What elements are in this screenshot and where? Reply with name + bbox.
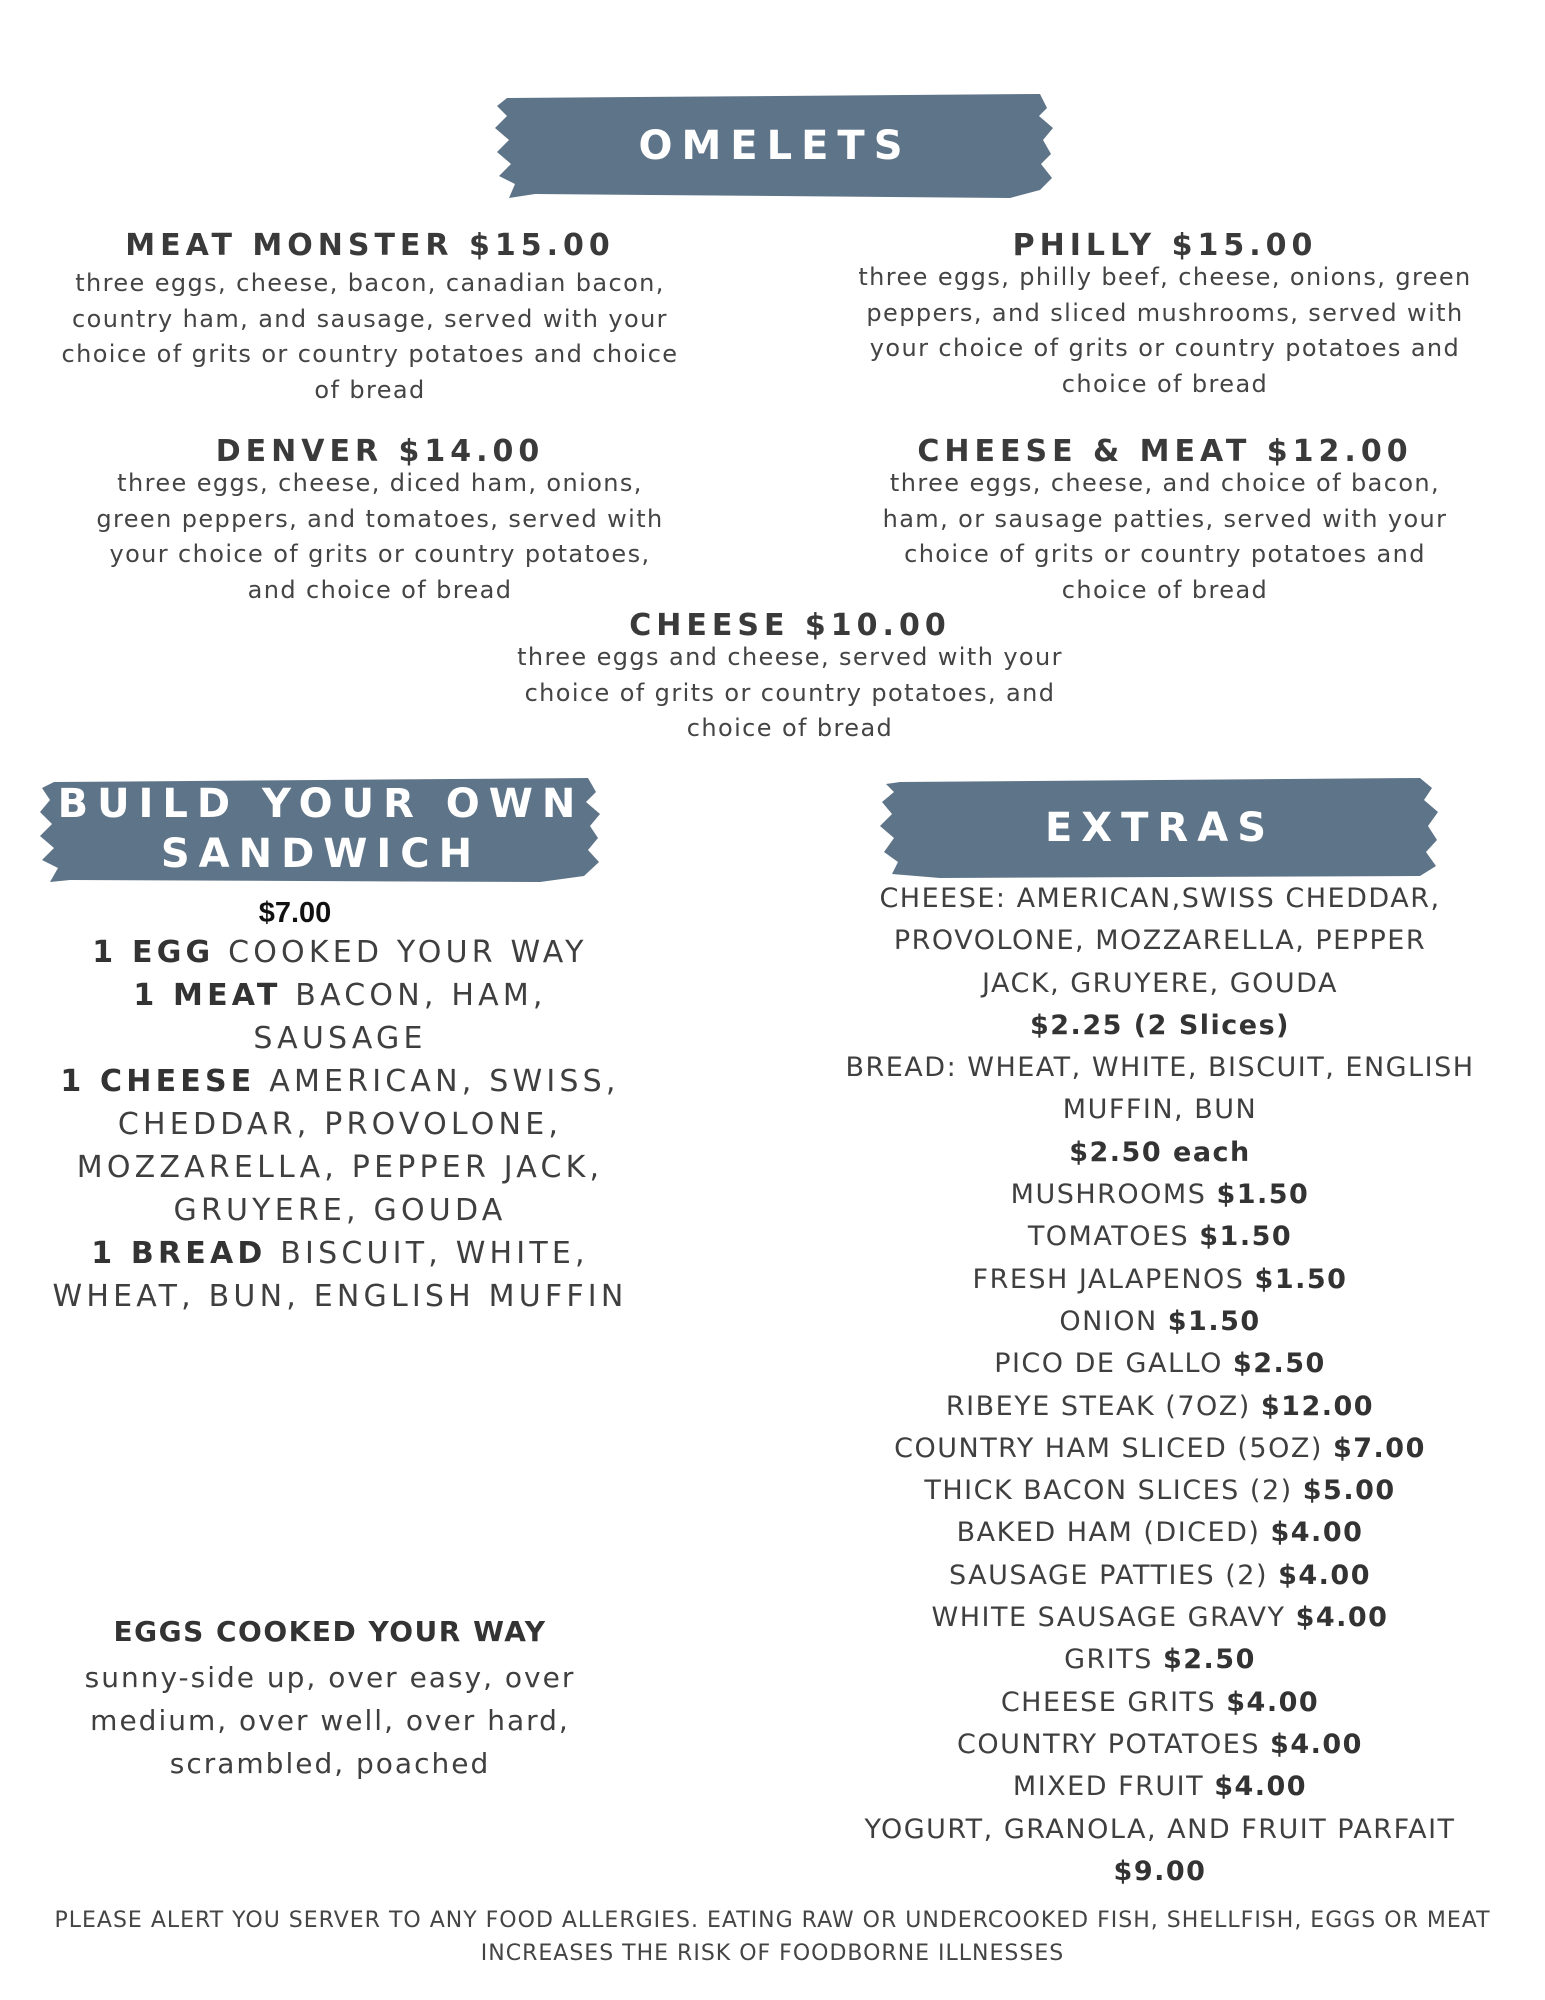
extras-line-text: CHEESE GRITS [1000,1686,1227,1718]
omelets-banner [495,94,1055,198]
sandwich-line [20,1275,660,1318]
extras-line [840,1639,1480,1681]
extras-line-text: SAUSAGE PATTIES (2) [949,1559,1279,1591]
eggs-desc-line: medium, over well, over hard, [90,1704,570,1737]
extras-line [840,1470,1480,1512]
omelet-title: PHILLY $15.00 [1012,228,1318,263]
sandwich-line-text: CHEDDAR, PROVOLONE, [117,1107,563,1142]
extras-line-text: CHEESE: AMERICAN,SWISS CHEDDAR, [879,883,1441,914]
sandwich-heading [40,776,602,882]
sandwich-line [20,1232,660,1275]
extras-line [840,1597,1480,1639]
extras-heading: EXTRAS [1044,805,1275,851]
sandwich-line-text: GRUYERE, GOUDA [173,1193,507,1228]
omelet-desc-line: three eggs and cheese, served with your [517,643,1063,671]
omelet-title: DENVER $14.00 [215,434,545,469]
sandwich-line-text: AMERICAN, SWISS, [255,1064,620,1099]
omelet-desc-line: three eggs, philly beef, cheese, onions, green [858,263,1472,291]
extras-line [840,878,1480,920]
sandwich-price: $7.00 [258,897,332,929]
extras-line-text: MUFFIN, BUN [1062,1094,1258,1126]
sandwich-line-label: 1 CHEESE [60,1064,256,1099]
omelet-desc-line: three eggs, cheese, diced ham, onions, [117,469,643,497]
extras-line [840,1682,1480,1724]
extras-line-price: $4.00 [1270,1517,1364,1549]
extras-line [840,1851,1480,1893]
omelet-title: CHEESE & MEAT $12.00 [917,434,1413,469]
extras-line [840,1132,1480,1174]
sandwich-line-text: WHEAT, BUN, ENGLISH MUFFIN [52,1279,628,1314]
sandwich-line-text: MOZZARELLA, PEPPER JACK, [76,1150,604,1185]
sandwich-details [20,895,660,1318]
omelet-desc-line: choice of bread [1061,369,1269,398]
extras-line-price: $4.00 [1295,1602,1389,1634]
extras-line-text: MIXED FRUIT [1012,1771,1215,1803]
extras-line-text: MUSHROOMS [1010,1179,1217,1211]
extras-line-text: WHITE SAUSAGE GRAVY [931,1602,1296,1634]
extras-line [840,1555,1480,1597]
extras-banner [880,778,1440,878]
omelet-item-denver [80,432,680,608]
sandwich-line-label: 1 MEAT [133,978,282,1013]
eggs-desc-line: sunny-side up, over easy, over [84,1661,576,1694]
extras-line-text: TOMATOES [1027,1221,1200,1253]
extras-line [840,920,1480,962]
extras-line [840,1005,1480,1047]
extras-line [840,1174,1480,1216]
sandwich-line [20,1060,660,1103]
allergy-disclaimer [20,1904,1525,1970]
disclaimer-line: PLEASE ALERT YOU SERVER TO ANY FOOD ALLERGIES. EATING RAW OR UNDERCOOKED FISH, SHELLFISH, EGGS OR MEAT [54,1908,1491,1933]
extras-line-text: PROVOLONE, MOZZARELLA, PEPPER [893,925,1427,957]
extras-line-text: BAKED HAM (DICED) [956,1517,1271,1549]
omelet-desc-line: choice of grits or country potatoes, and [524,678,1056,707]
sandwich-line [20,974,660,1017]
extras-line [840,1259,1480,1301]
omelet-desc-line: and choice of bread [247,575,513,604]
extras-line [840,1301,1480,1343]
omelet-item-philly [855,226,1475,402]
omelet-item-cheese-and-meat [860,432,1470,608]
extras-line [840,1089,1480,1131]
sandwich-banner [40,776,602,882]
extras-line-text: RIBEYE STEAK (7OZ) [945,1390,1261,1422]
sandwich-line-text: BACON, HAM, [281,978,547,1013]
sandwich-line [20,1146,660,1189]
extras-line [840,1766,1480,1808]
extras-line-price: $4.00 [1214,1771,1308,1803]
extras-line-text: YOGURT, GRANOLA, AND FRUIT PARFAIT [864,1813,1456,1845]
extras-line-price: $1.50 [1216,1179,1310,1211]
extras-line-price: $1.50 [1199,1221,1293,1253]
omelet-desc-line: your choice of grits or country potatoes, [109,540,651,568]
omelet-item-meat-monster [60,226,680,408]
omelet-desc-line: three eggs, cheese, and choice of bacon, [889,469,1441,497]
omelet-item-cheese [470,606,1110,747]
extras-line-price: $2.50 each [1069,1136,1251,1168]
extras-line-price: $1.50 [1167,1305,1261,1337]
extras-line-price: $1.50 [1254,1263,1348,1295]
extras-line-text: BREAD: WHEAT, WHITE, BISCUIT, ENGLISH [845,1052,1475,1084]
sandwich-heading-line: SANDWICH [160,831,482,877]
omelets-heading: OMELETS [638,123,912,169]
sandwich-line [20,1189,660,1232]
omelet-desc-line: choice of bread [1061,575,1269,604]
omelet-desc-line: choice of bread [686,714,894,742]
omelet-title: MEAT MONSTER $15.00 [125,228,615,263]
eggs-cooked-section [40,1612,620,1785]
extras-line-price: $12.00 [1260,1390,1375,1422]
extras-line-price: $5.00 [1302,1475,1396,1507]
extras-line-price: $2.50 [1232,1348,1326,1380]
omelet-desc-line: green peppers, and tomatoes, served with [96,504,664,533]
sandwich-line [20,1017,660,1060]
sandwich-line-text: BISCUIT, WHITE, [266,1236,589,1271]
extras-line [840,1216,1480,1258]
extras-line [840,1386,1480,1428]
extras-line-price: $4.00 [1270,1728,1363,1760]
extras-line [840,963,1480,1005]
omelet-desc-line: country ham, and sausage, served with your [72,304,668,333]
extras-line [840,1343,1480,1385]
omelet-desc-line: your choice of grits or country potatoes and [869,334,1461,362]
sandwich-line-label: 1 BREAD [91,1236,267,1271]
extras-line-text: JACK, GRUYERE, GOUDA [982,967,1338,999]
omelet-desc-line: three eggs, cheese, bacon, canadian bacon, [75,269,665,297]
extras-line [840,1512,1480,1554]
omelet-desc-line: peppers, and sliced mushrooms, served with [866,298,1464,327]
extras-line [840,1809,1480,1851]
extras-line-text: THICK BACON SLICES (2) [924,1475,1303,1507]
extras-line-text: ONION [1059,1305,1168,1337]
omelet-desc-line: ham, or sausage patties, served with your [882,504,1448,533]
extras-line-text: FRESH JALAPENOS [972,1263,1255,1295]
sandwich-heading-line: BUILD YOUR OWN [57,781,585,827]
sandwich-line [20,1103,660,1146]
disclaimer-line: INCREASES THE RISK OF FOODBORNE ILLNESSES [480,1941,1065,1966]
extras-line [840,1047,1480,1089]
eggs-title: EGGS COOKED YOUR WAY [113,1615,547,1648]
sandwich-line-text: SAUSAGE [253,1021,427,1056]
extras-line-price: $4.00 [1226,1686,1320,1718]
sandwich-line-label: 1 EGG [92,935,215,970]
extras-line-price: $2.50 [1162,1644,1256,1676]
omelet-desc-line: of bread [314,375,426,404]
extras-line-price: $9.00 [1113,1855,1207,1887]
extras-line [840,1724,1480,1766]
sandwich-line [20,931,660,974]
omelet-title: CHEESE $10.00 [629,608,951,643]
extras-line-text: COUNTRY POTATOES [957,1728,1271,1760]
extras-line-text: COUNTRY HAM SLICED (5OZ) [894,1432,1333,1464]
extras-line-price: $2.25 (2 Slices) [1029,1009,1290,1041]
extras-line-price: $4.00 [1278,1559,1371,1591]
omelet-desc-line: choice of grits or country potatoes and [904,540,1426,568]
eggs-desc-line: scrambled, poached [169,1747,491,1780]
extras-line-text: GRITS [1064,1644,1163,1676]
extras-list [840,878,1480,1893]
extras-line-price: $7.00 [1332,1432,1426,1464]
sandwich-line-text: COOKED YOUR WAY [214,935,588,970]
extras-line-text: PICO DE GALLO [994,1348,1233,1380]
extras-line [840,1428,1480,1470]
omelet-desc-line: choice of grits or country potatoes and choice [61,340,679,368]
